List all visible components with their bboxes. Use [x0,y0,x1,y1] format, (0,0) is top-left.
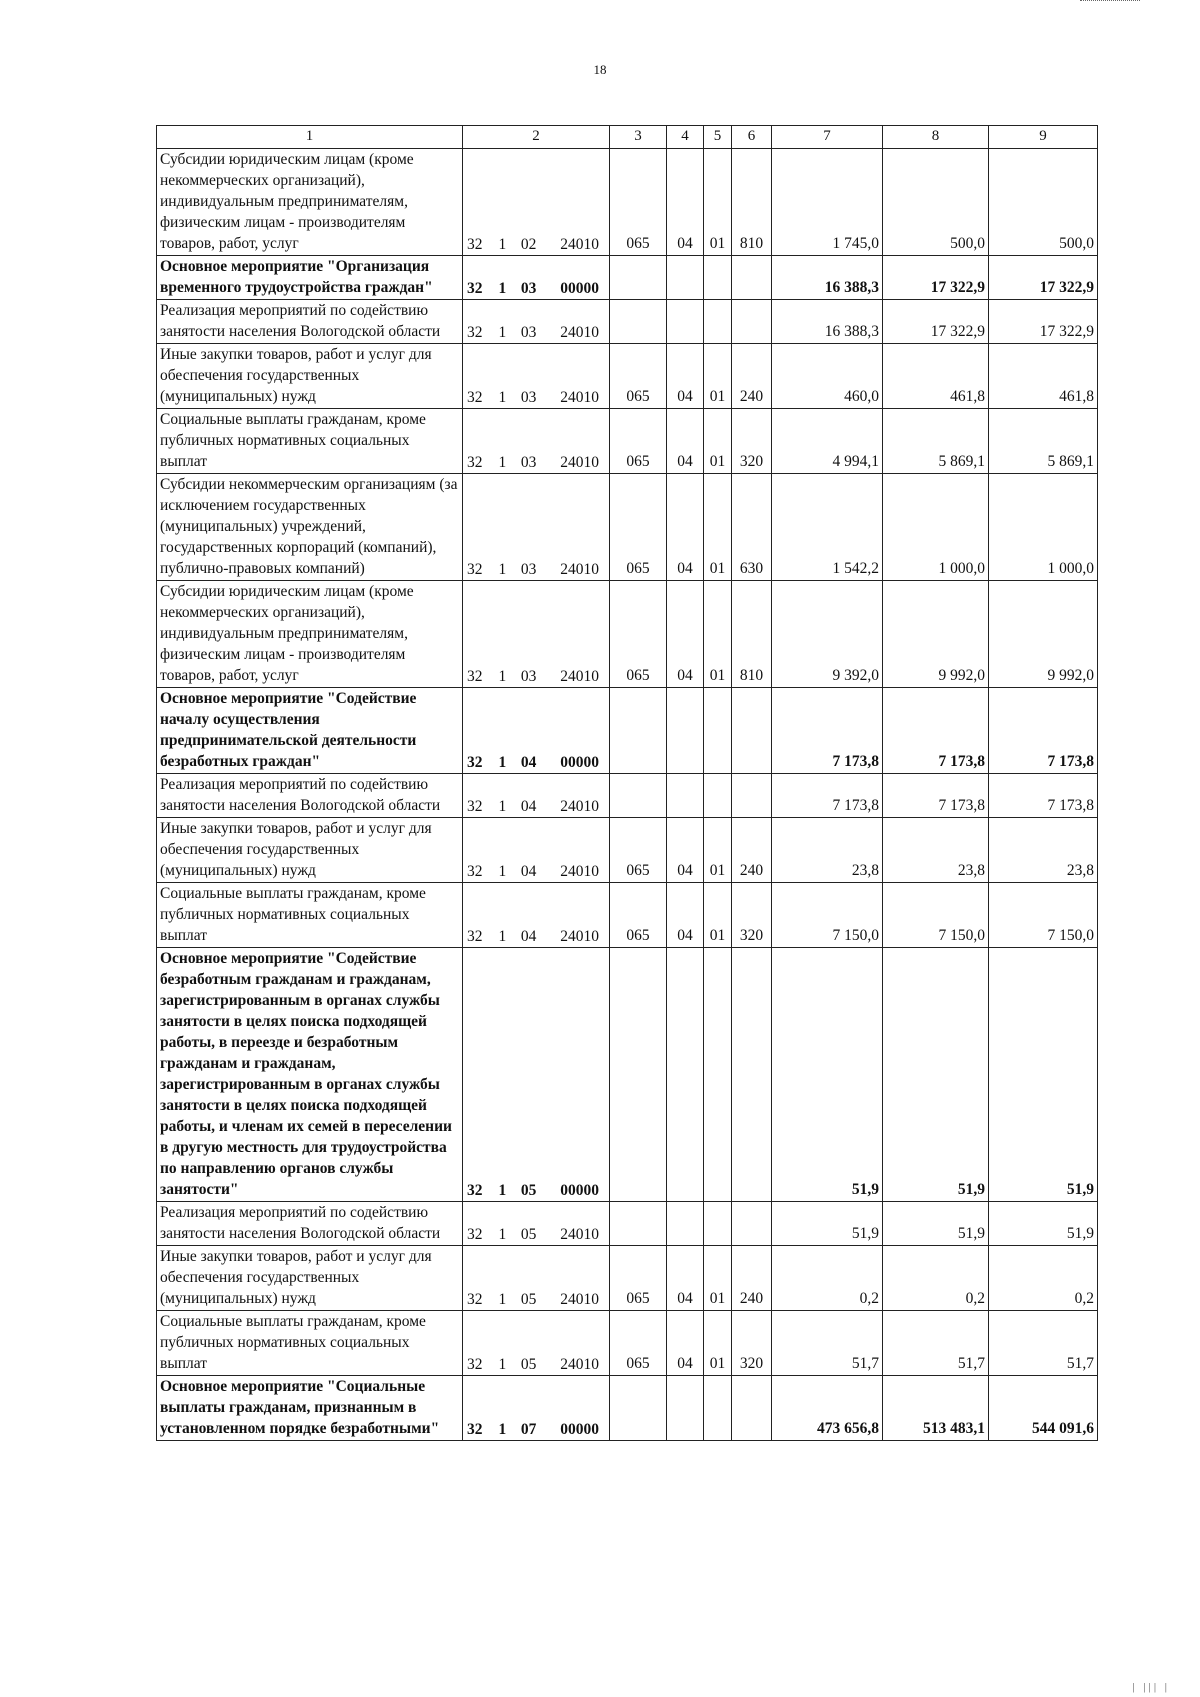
code-part: 07 [520,1421,537,1438]
table-row [157,818,1098,883]
code-part: 24010 [560,1226,599,1243]
col-6-cell [732,256,772,300]
code-part: 00000 [560,1421,599,1438]
col-9-amount: 5 869,1 [989,409,1098,474]
code-part: 32 [467,1226,483,1243]
col-7-amount: 7 173,8 [772,688,883,774]
col-9-amount: 51,9 [989,1202,1098,1246]
code-part: 03 [520,454,537,471]
code-part: 04 [520,928,537,945]
program-code [463,149,610,256]
col-4-cell [667,774,704,818]
code-part: 24010 [560,863,599,880]
col-9-amount: 51,7 [989,1311,1098,1376]
code-part: 1 [498,668,507,685]
col-7-amount: 473 656,8 [772,1376,883,1441]
row-name: Основное мероприятие "Организация временного трудоустройства граждан" [157,256,463,300]
col-8-amount: 51,9 [883,1202,989,1246]
col-8-amount: 7 173,8 [883,688,989,774]
program-code [463,1311,610,1376]
col-3-cell: 065 [610,1311,667,1376]
code-part: 1 [498,324,507,341]
row-name: Иные закупки товаров, работ и услуг для обеспечения государственных (муниципальных) нужд [157,818,463,883]
col-5-cell: 01 [704,344,732,409]
program-code [463,774,610,818]
program-code [463,300,610,344]
program-code [463,1246,610,1311]
col-3-cell: 065 [610,149,667,256]
header-cell: 7 [772,126,883,149]
code-part: 1 [498,754,507,771]
code-part: 32 [467,1182,483,1199]
code-part: 32 [467,1291,483,1308]
col-3-cell: 065 [610,1246,667,1311]
row-name: Субсидии юридическим лицам (кроме некоммерческих организаций), индивидуальным предпринимателям, физическим лицам - производителям товаров, работ, услуг [157,149,463,256]
code-part: 32 [467,324,483,341]
code-part: 1 [498,1226,507,1243]
col-6-cell [732,1202,772,1246]
col-4-cell [667,948,704,1202]
code-part: 05 [520,1291,537,1308]
col-4-cell: 04 [667,149,704,256]
col-7-amount: 23,8 [772,818,883,883]
code-part: 1 [498,798,507,815]
table-row [157,344,1098,409]
col-8-amount: 7 173,8 [883,774,989,818]
col-3-cell [610,1202,667,1246]
program-code [463,581,610,688]
code-part: 24010 [560,561,599,578]
col-6-cell: 240 [732,1246,772,1311]
program-code [463,883,610,948]
col-7-amount: 7 173,8 [772,774,883,818]
col-5-cell [704,688,732,774]
col-4-cell [667,300,704,344]
col-4-cell: 04 [667,1311,704,1376]
row-name: Иные закупки товаров, работ и услуг для обеспечения государственных (муниципальных) нужд [157,344,463,409]
col-6-cell: 320 [732,409,772,474]
code-part: 02 [520,236,537,253]
col-5-cell [704,774,732,818]
code-part: 04 [520,754,537,771]
code-part: 04 [520,863,537,880]
col-3-cell [610,300,667,344]
code-part: 32 [467,668,483,685]
code-part: 32 [467,754,483,771]
col-8-amount: 9 992,0 [883,581,989,688]
col-4-cell: 04 [667,344,704,409]
code-part: 32 [467,454,483,471]
row-name: Основное мероприятие "Содействие началу осуществления предпринимательской деятельности безработных граждан" [157,688,463,774]
table-row [157,1246,1098,1311]
col-8-amount: 513 483,1 [883,1376,989,1441]
col-9-amount: 500,0 [989,149,1098,256]
table-row [157,883,1098,948]
table-row [157,256,1098,300]
header-cell: 3 [610,126,667,149]
header-cell: 2 [463,126,610,149]
col-4-cell: 04 [667,474,704,581]
code-part: 32 [467,236,483,253]
code-part: 24010 [560,389,599,406]
col-9-amount: 461,8 [989,344,1098,409]
col-7-amount: 51,9 [772,1202,883,1246]
code-part: 03 [520,668,537,685]
col-4-cell: 04 [667,581,704,688]
col-8-amount: 17 322,9 [883,256,989,300]
col-3-cell: 065 [610,474,667,581]
col-8-amount: 51,7 [883,1311,989,1376]
table-row [157,474,1098,581]
col-9-amount: 23,8 [989,818,1098,883]
col-3-cell [610,256,667,300]
code-part: 1 [498,454,507,471]
col-7-amount: 4 994,1 [772,409,883,474]
col-3-cell [610,948,667,1202]
row-name: Иные закупки товаров, работ и услуг для обеспечения государственных (муниципальных) нужд [157,1246,463,1311]
code-part: 1 [498,863,507,880]
col-6-cell [732,300,772,344]
col-3-cell: 065 [610,883,667,948]
row-name: Субсидии юридическим лицам (кроме некоммерческих организаций), индивидуальным предпринимателям, физическим лицам - производителям товаров, работ, услуг [157,581,463,688]
col-9-amount: 7 150,0 [989,883,1098,948]
col-8-amount: 1 000,0 [883,474,989,581]
row-name: Реализация мероприятий по содействию занятости населения Вологодской области [157,300,463,344]
col-3-cell [610,1376,667,1441]
row-name: Основное мероприятие "Социальные выплаты гражданам, признанным в установленном порядке безработными" [157,1376,463,1441]
row-name: Реализация мероприятий по содействию занятости населения Вологодской области [157,1202,463,1246]
col-6-cell [732,948,772,1202]
col-5-cell: 01 [704,149,732,256]
col-6-cell: 240 [732,344,772,409]
code-part: 05 [520,1226,537,1243]
col-8-amount: 51,9 [883,948,989,1202]
col-8-amount: 17 322,9 [883,300,989,344]
col-5-cell [704,256,732,300]
col-6-cell: 320 [732,1311,772,1376]
col-8-amount: 5 869,1 [883,409,989,474]
col-8-amount: 23,8 [883,818,989,883]
col-4-cell [667,1376,704,1441]
col-9-amount: 0,2 [989,1246,1098,1311]
program-code [463,1202,610,1246]
code-part: 05 [520,1356,537,1373]
col-9-amount: 544 091,6 [989,1376,1098,1441]
program-code [463,1376,610,1441]
col-7-amount: 0,2 [772,1246,883,1311]
col-5-cell: 01 [704,1246,732,1311]
code-part: 24010 [560,798,599,815]
code-part: 32 [467,1356,483,1373]
col-8-amount: 7 150,0 [883,883,989,948]
col-8-amount: 461,8 [883,344,989,409]
code-part: 1 [498,561,507,578]
col-3-cell: 065 [610,409,667,474]
col-6-cell: 630 [732,474,772,581]
table-row [157,409,1098,474]
row-name: Основное мероприятие "Содействие безработным гражданам и гражданам, зарегистрированным в органах службы занятости в целях поиска подходящей работы, в переезде и безработным гражданам и гражданам, зарегистрированным в органах службы занятости в целях поиска подходящей работы, и членам их семей в переселении в другую местность для трудоустройства по направлению органов службы занятости" [157,948,463,1202]
code-part: 1 [498,389,507,406]
code-part: 32 [467,1421,483,1438]
col-5-cell [704,948,732,1202]
col-7-amount: 16 388,3 [772,256,883,300]
col-7-amount: 7 150,0 [772,883,883,948]
code-part: 03 [520,389,537,406]
program-code [463,474,610,581]
code-part: 32 [467,798,483,815]
code-part: 32 [467,280,483,297]
col-5-cell: 01 [704,1311,732,1376]
col-9-amount: 7 173,8 [989,688,1098,774]
col-5-cell [704,1202,732,1246]
code-part: 24010 [560,668,599,685]
col-5-cell: 01 [704,883,732,948]
code-part: 24010 [560,1291,599,1308]
col-4-cell: 04 [667,883,704,948]
col-8-amount: 500,0 [883,149,989,256]
header-cell: 9 [989,126,1098,149]
code-part: 1 [498,1421,507,1438]
table-row [157,149,1098,256]
table-row [157,774,1098,818]
col-5-cell: 01 [704,818,732,883]
code-part: 32 [467,928,483,945]
col-9-amount: 9 992,0 [989,581,1098,688]
col-3-cell: 065 [610,581,667,688]
col-3-cell: 065 [610,818,667,883]
code-part: 32 [467,561,483,578]
col-3-cell: 065 [610,344,667,409]
code-part: 05 [520,1182,537,1199]
code-part: 03 [520,561,537,578]
code-part: 00000 [560,754,599,771]
row-name: Социальные выплаты гражданам, кроме публичных нормативных социальных выплат [157,1311,463,1376]
col-6-cell [732,1376,772,1441]
col-7-amount: 9 392,0 [772,581,883,688]
budget-table [156,125,1098,1441]
code-part: 00000 [560,1182,599,1199]
col-5-cell: 01 [704,409,732,474]
row-name: Социальные выплаты гражданам, кроме публичных нормативных социальных выплат [157,883,463,948]
col-6-cell [732,774,772,818]
code-part: 32 [467,863,483,880]
code-part: 24010 [560,324,599,341]
col-6-cell [732,688,772,774]
header-cell: 8 [883,126,989,149]
table-header-row [157,126,1098,149]
col-5-cell [704,1376,732,1441]
col-3-cell [610,688,667,774]
col-7-amount: 51,9 [772,948,883,1202]
header-cell: 4 [667,126,704,149]
col-7-amount: 1 542,2 [772,474,883,581]
program-code [463,688,610,774]
code-part: 24010 [560,928,599,945]
table-row [157,688,1098,774]
col-4-cell: 04 [667,1246,704,1311]
col-4-cell: 04 [667,409,704,474]
col-4-cell: 04 [667,818,704,883]
code-part: 03 [520,280,537,297]
row-name: Реализация мероприятий по содействию занятости населения Вологодской области [157,774,463,818]
table-row [157,1311,1098,1376]
code-part: 03 [520,324,537,341]
table-row [157,581,1098,688]
program-code [463,409,610,474]
col-6-cell: 320 [732,883,772,948]
row-name: Субсидии некоммерческим организациям (за исключением государственных (муниципальных) учреждений, государственных корпораций (компаний), публично-правовых компаний) [157,474,463,581]
code-part: 04 [520,798,537,815]
code-part: 1 [498,928,507,945]
col-4-cell [667,256,704,300]
header-cell: 6 [732,126,772,149]
col-5-cell: 01 [704,474,732,581]
col-5-cell [704,300,732,344]
code-part: 1 [498,1356,507,1373]
col-8-amount: 0,2 [883,1246,989,1311]
page-number: 18 [593,62,607,77]
col-7-amount: 51,7 [772,1311,883,1376]
table-row [157,1376,1098,1441]
table-body [157,149,1098,1441]
program-code [463,344,610,409]
code-part: 24010 [560,454,599,471]
code-part: 1 [498,1182,507,1199]
col-9-amount: 17 322,9 [989,256,1098,300]
code-part: 24010 [560,1356,599,1373]
scan-edge-mark: | ||| | [1132,1681,1170,1693]
code-part: 1 [498,236,507,253]
col-9-amount: 7 173,8 [989,774,1098,818]
code-part: 24010 [560,236,599,253]
table-row [157,300,1098,344]
table-row [157,1202,1098,1246]
col-7-amount: 1 745,0 [772,149,883,256]
scan-edge-mark [1080,0,1140,5]
code-part: 32 [467,389,483,406]
col-7-amount: 460,0 [772,344,883,409]
row-name: Социальные выплаты гражданам, кроме публичных нормативных социальных выплат [157,409,463,474]
col-5-cell: 01 [704,581,732,688]
header-cell: 1 [157,126,463,149]
col-6-cell: 810 [732,149,772,256]
col-9-amount: 1 000,0 [989,474,1098,581]
table-row [157,948,1098,1202]
col-6-cell: 810 [732,581,772,688]
col-4-cell [667,688,704,774]
col-3-cell [610,774,667,818]
code-part: 1 [498,1291,507,1308]
col-7-amount: 16 388,3 [772,300,883,344]
code-part: 1 [498,280,507,297]
program-code [463,948,610,1202]
col-6-cell: 240 [732,818,772,883]
col-4-cell [667,1202,704,1246]
code-part: 00000 [560,280,599,297]
program-code [463,818,610,883]
header-cell: 5 [704,126,732,149]
col-9-amount: 17 322,9 [989,300,1098,344]
program-code [463,256,610,300]
col-9-amount: 51,9 [989,948,1098,1202]
